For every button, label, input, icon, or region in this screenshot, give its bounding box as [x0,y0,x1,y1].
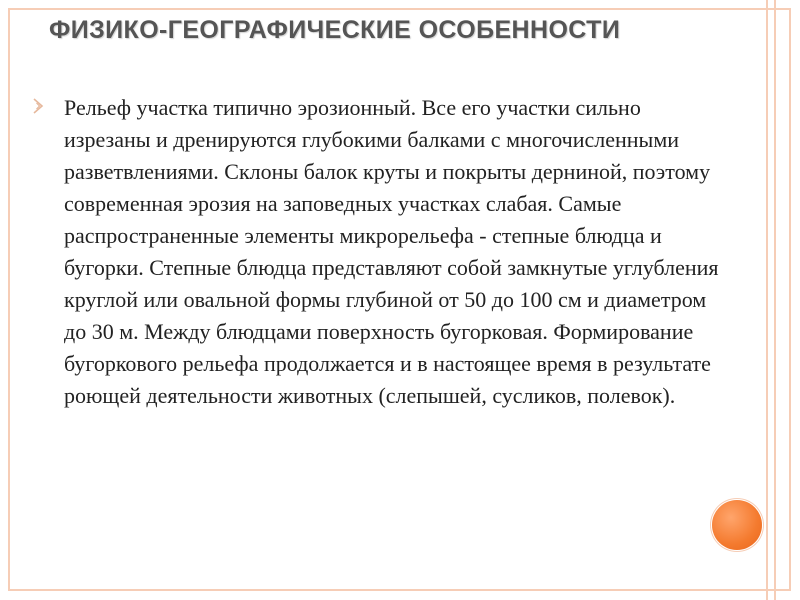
bullet-text: Рельеф участка типично эрозионный. Все его участки сильно изрезаны и дренируются глубокими балками с многочисленными разветвлениями. Склоны балок круты и покрыты дерниной, поэтому современная эрозия на заповедных участках слабая. Самые распространенные элементы микрорельефа - степные блюдца и бугорки. Степные блюдца представляют собой замкнутые углубления круглой или овальной формы глубиной от 50 до 100 см и диаметром до 30 м. Между блюдцами поверхность бугорковая. Формирование бугоркового рельефа продолжается и в настоящее время в результате роющей деятельности животных (слепышей, сусликов, полевок). [64,95,719,408]
decorative-circle [712,500,762,550]
bullet-arrow-icon [32,98,44,114]
slide-content [30,92,730,412]
accent-line-left [766,0,768,600]
bullet-item [30,92,730,412]
accent-line-right [774,0,776,600]
slide-title: ФИЗИКО-ГЕОГРАФИЧЕСКИЕ ОСОБЕННОСТИ [49,16,621,44]
